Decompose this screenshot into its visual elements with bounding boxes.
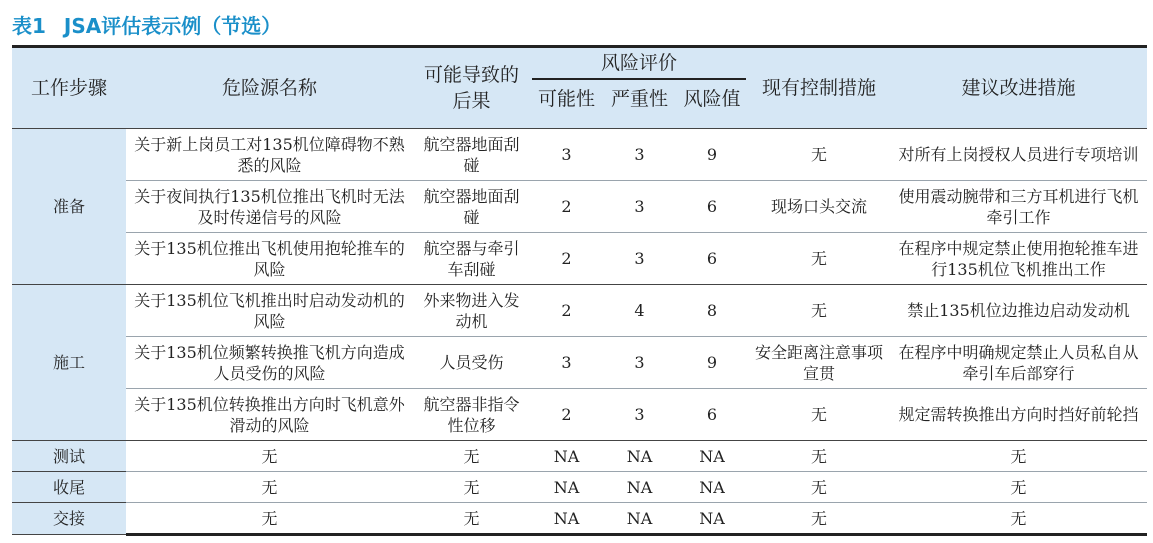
current-controls-cell: 安全距离注意事项宣贯 [748,337,890,389]
severity-cell: 3 [603,129,676,181]
likelihood-cell: NA [530,503,603,535]
risk-value-cell: 6 [676,389,748,441]
likelihood-cell: NA [530,472,603,503]
recommended-cell: 规定需转换推出方向时挡好前轮挡 [890,389,1147,441]
consequence-cell: 人员受伤 [413,337,530,389]
table-caption [12,10,281,42]
likelihood-cell: 3 [530,129,603,181]
risk-value-cell: 9 [676,129,748,181]
header-risk-rating-label: 风险评价 [532,50,746,80]
recommended-cell: 对所有上岗授权人员进行专项培训 [890,129,1147,181]
current-controls-cell: 无 [748,285,890,337]
consequence-cell: 航空器地面刮碰 [413,129,530,181]
current-controls-cell: 无 [748,233,890,285]
hazard-cell: 关于新上岗员工对135机位障碍物不熟悉的风险 [126,129,413,181]
table-row [12,441,1147,472]
risk-value-cell: NA [676,441,748,472]
header-recommended: 建议改进措施 [890,47,1147,129]
table-row [12,472,1147,503]
recommended-cell: 无 [890,503,1147,535]
risk-value-cell: 6 [676,181,748,233]
risk-value-cell: NA [676,472,748,503]
table-row [12,181,1147,233]
header-risk-rating [530,47,748,85]
step-cell: 收尾 [12,472,126,503]
jsa-table [12,45,1147,536]
risk-value-cell: NA [676,503,748,535]
risk-value-cell: 8 [676,285,748,337]
likelihood-cell: 2 [530,389,603,441]
header-severity: 严重性 [603,84,676,129]
header-step: 工作步骤 [12,47,126,129]
table-row [12,233,1147,285]
step-cell: 施工 [12,285,126,441]
severity-cell: 3 [603,233,676,285]
severity-cell: 3 [603,337,676,389]
risk-value-cell: 9 [676,337,748,389]
consequence-cell: 航空器与牵引车刮碰 [413,233,530,285]
severity-cell: NA [603,503,676,535]
consequence-cell: 无 [413,472,530,503]
table-header [12,47,1147,129]
consequence-cell: 无 [413,503,530,535]
recommended-cell: 在程序中规定禁止使用抱轮推车进行135机位飞机推出工作 [890,233,1147,285]
recommended-cell: 无 [890,441,1147,472]
current-controls-cell: 无 [748,503,890,535]
table-body [12,129,1147,535]
risk-value-cell: 6 [676,233,748,285]
step-cell: 交接 [12,503,126,535]
header-consequence-line2: 后果 [452,90,491,112]
hazard-cell: 关于135机位频繁转换推飞机方向造成人员受伤的风险 [126,337,413,389]
current-controls-cell: 无 [748,472,890,503]
header-risk-value: 风险值 [676,84,748,129]
likelihood-cell: NA [530,441,603,472]
header-consequence-line1: 可能导致的 [423,64,519,86]
hazard-cell: 关于135机位转换推出方向时飞机意外滑动的风险 [126,389,413,441]
table-number: 表1 [12,14,46,38]
hazard-cell: 关于夜间执行135机位推出飞机时无法及时传递信号的风险 [126,181,413,233]
likelihood-cell: 2 [530,233,603,285]
current-controls-cell: 无 [748,129,890,181]
header-likelihood: 可能性 [530,84,603,129]
current-controls-cell: 现场口头交流 [748,181,890,233]
table-row [12,285,1147,337]
table-title: JSA评估表示例（节选） [63,14,282,38]
current-controls-cell: 无 [748,441,890,472]
consequence-cell: 航空器非指令性位移 [413,389,530,441]
table-row [12,337,1147,389]
likelihood-cell: 3 [530,337,603,389]
step-cell: 准备 [12,129,126,285]
recommended-cell: 禁止135机位边推边启动发动机 [890,285,1147,337]
hazard-cell: 无 [126,472,413,503]
recommended-cell: 在程序中明确规定禁止人员私自从牵引车后部穿行 [890,337,1147,389]
severity-cell: NA [603,441,676,472]
severity-cell: NA [603,472,676,503]
likelihood-cell: 2 [530,285,603,337]
severity-cell: 3 [603,181,676,233]
header-consequence [413,47,530,129]
table-row [12,389,1147,441]
consequence-cell: 无 [413,441,530,472]
recommended-cell: 使用震动腕带和三方耳机进行飞机牵引工作 [890,181,1147,233]
severity-cell: 4 [603,285,676,337]
table-row [12,129,1147,181]
header-hazard: 危险源名称 [126,47,413,129]
likelihood-cell: 2 [530,181,603,233]
consequence-cell: 航空器地面刮碰 [413,181,530,233]
consequence-cell: 外来物进入发动机 [413,285,530,337]
table-row [12,503,1147,535]
step-cell: 测试 [12,441,126,472]
current-controls-cell: 无 [748,389,890,441]
header-current-controls: 现有控制措施 [748,47,890,129]
hazard-cell: 无 [126,503,413,535]
hazard-cell: 关于135机位推出飞机使用抱轮推车的风险 [126,233,413,285]
severity-cell: 3 [603,389,676,441]
hazard-cell: 无 [126,441,413,472]
hazard-cell: 关于135机位飞机推出时启动发动机的风险 [126,285,413,337]
recommended-cell: 无 [890,472,1147,503]
